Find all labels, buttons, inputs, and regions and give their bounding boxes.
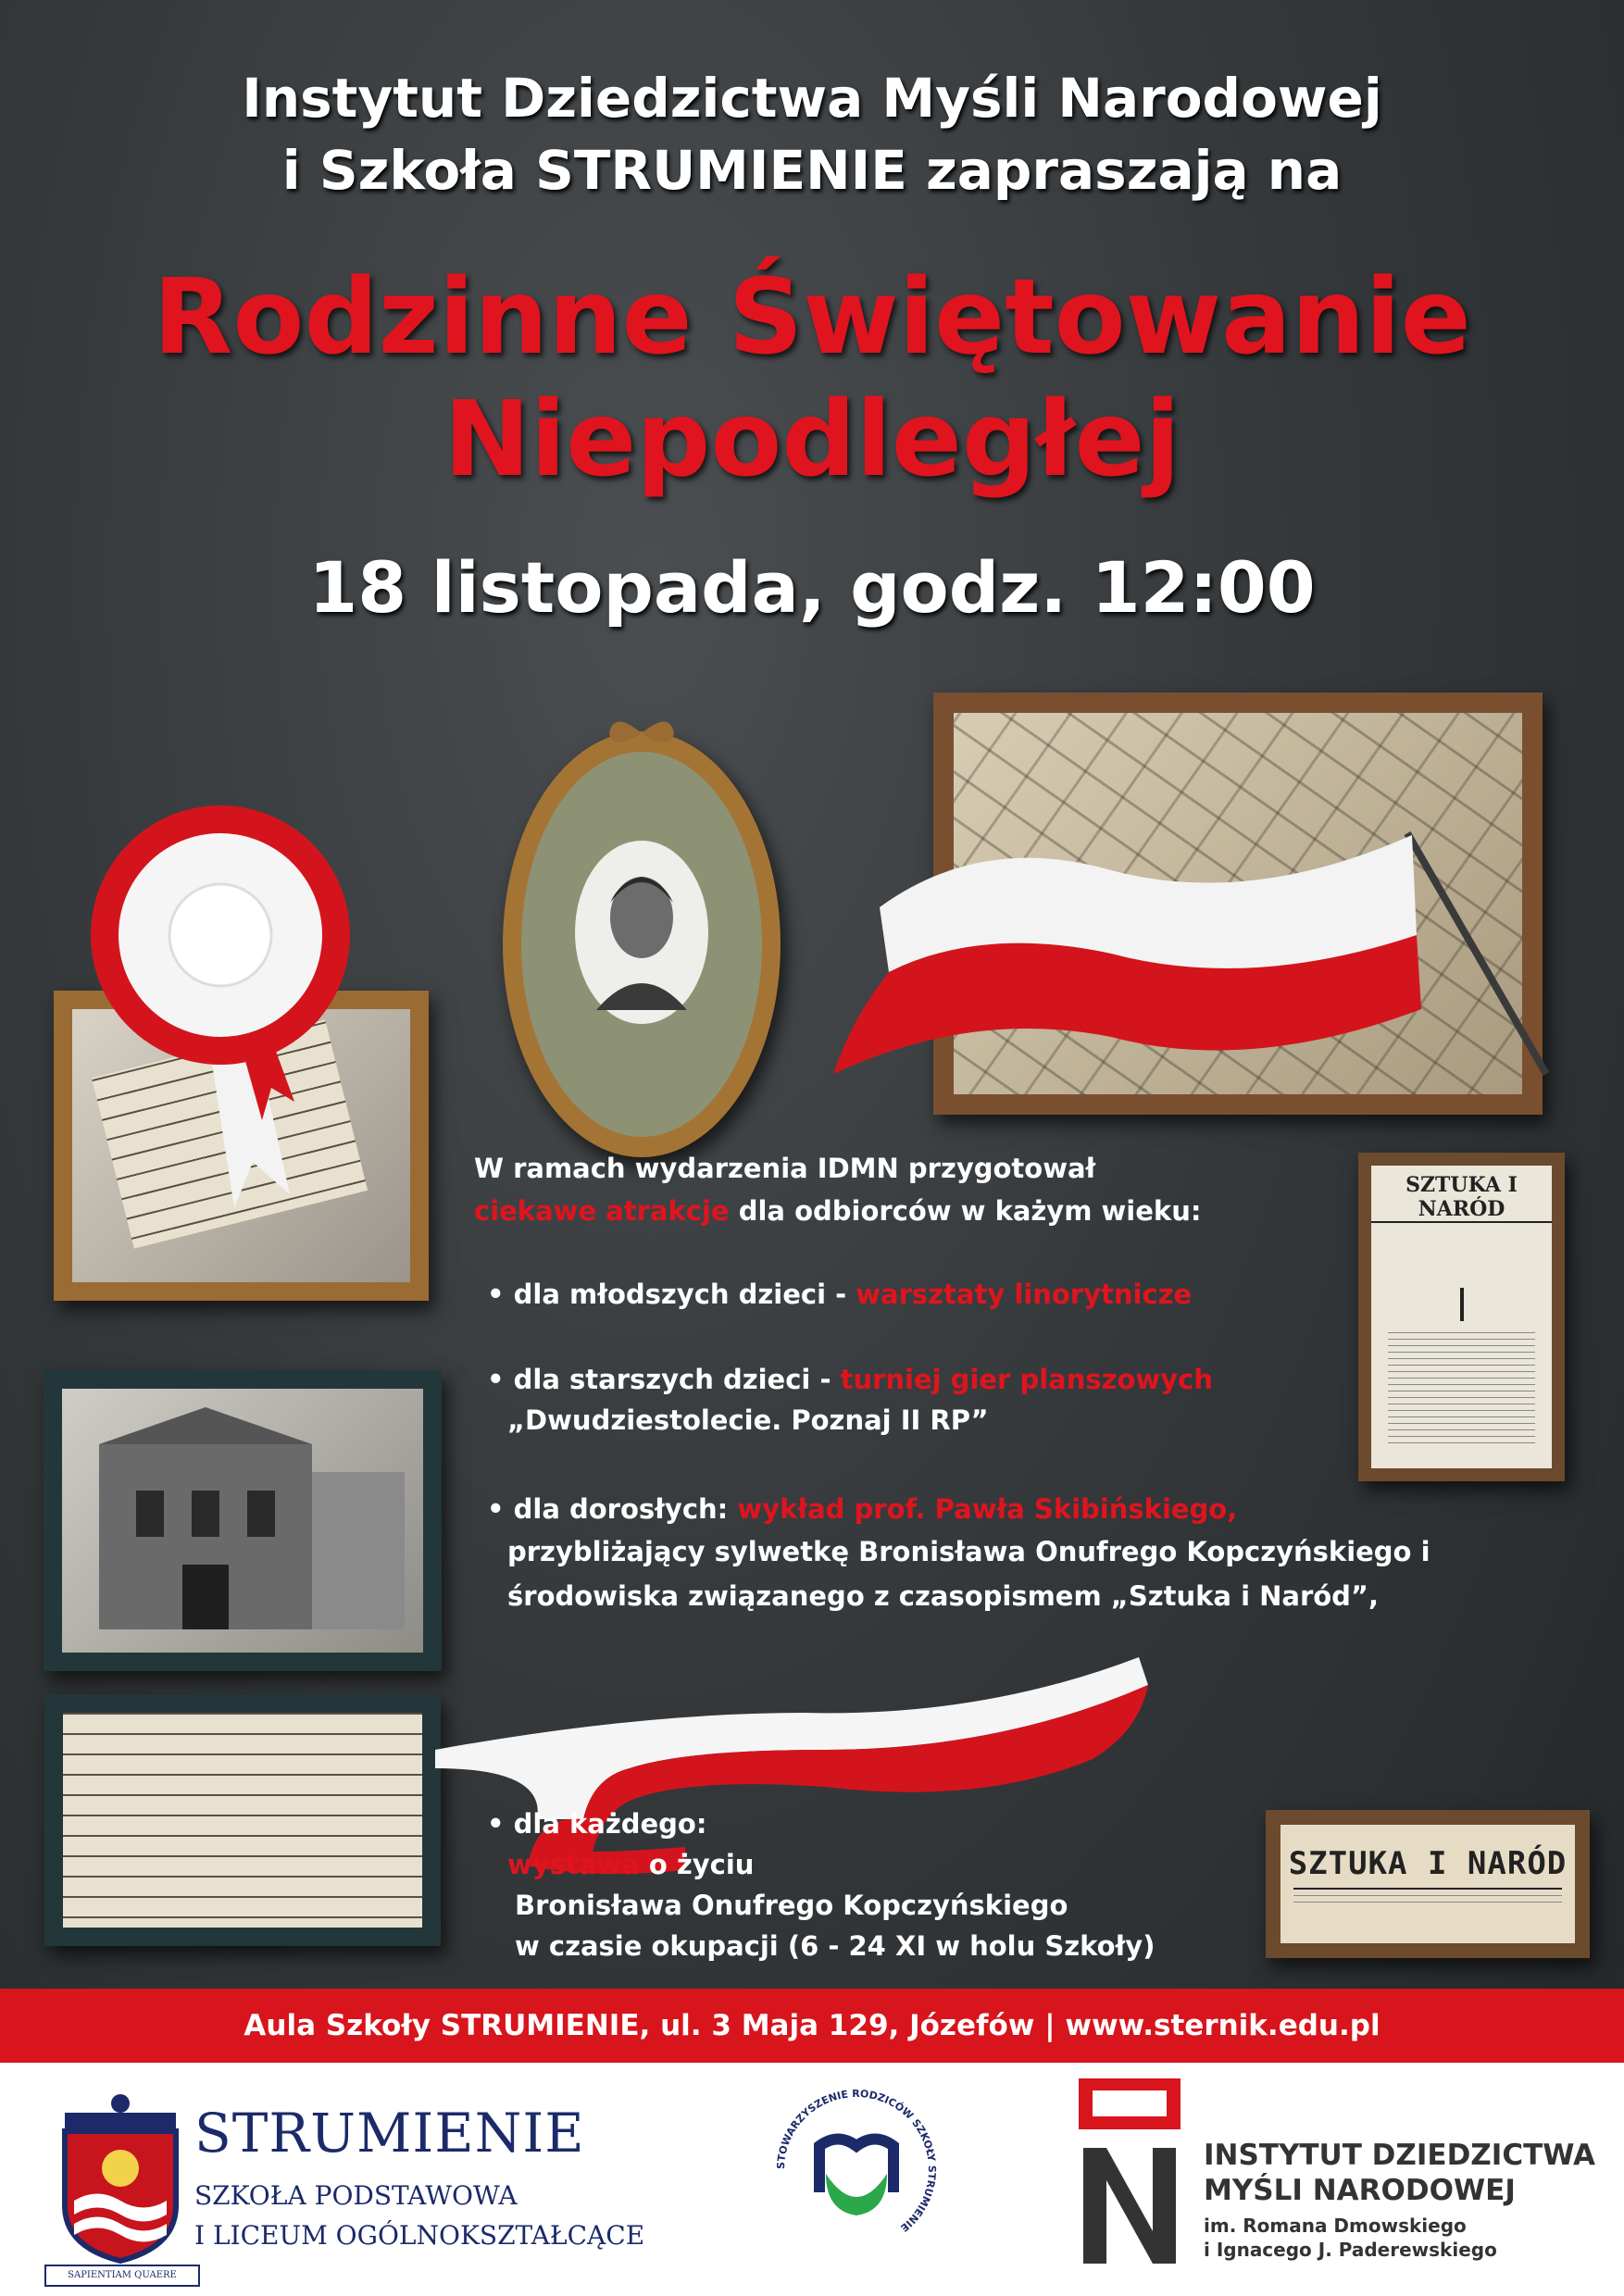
attractions-highlight: ciekawe atrakcje: [474, 1195, 730, 1227]
crest-motto: SAPIENTIAM QUAERE: [44, 2265, 200, 2287]
polish-flag-icon: [815, 796, 1555, 1092]
building-photo-frame: [44, 1370, 442, 1671]
event-title-line-2: Niepodległej: [443, 380, 1181, 500]
school-subtitle-1: SZKOŁA PODSTAWOWA: [194, 2180, 518, 2211]
exhibition-highlight: wystawa: [507, 1849, 640, 1880]
event-title-line-1: Rodzinne Świętowanie: [153, 257, 1471, 378]
program-item-adults-line-3: środowiska związanego z czasopismem „Sztuka i Naród”,: [507, 1580, 1380, 1612]
cockade-icon: [81, 796, 359, 1259]
idmn-patron-line-1: im. Romana Dmowskiego: [1204, 2215, 1467, 2237]
program-intro-line-1: W ramach wydarzenia IDMN przygotował: [474, 1153, 1096, 1184]
program-item-adults-line-2: przybliżający sylwetkę Bronisława Onufrego Kopczyńskiego i: [507, 1536, 1430, 1567]
portrait-icon: [589, 855, 694, 1010]
program-item-adults: • dla dorosłych: wykład prof. Pawła Skibińskiego,: [487, 1493, 1238, 1525]
program-item-everyone-line-3: Bronisława Onufrego Kopczyńskiego: [515, 1890, 1068, 1921]
building-icon: [62, 1389, 423, 1653]
program-item-older-children: • dla starszych dzieci - turniej gier planszowych: [487, 1364, 1213, 1395]
newspaper-small-frame: [1266, 1810, 1590, 1958]
association-name: STOWARZYSZENIE RODZICÓW SZKOŁY STRUMIENIE: [774, 2087, 939, 2235]
program-item-everyone-line-4: w czasie okupacji (6 - 24 XI w holu Szkoły): [515, 1930, 1156, 1962]
idmn-name-line-1: INSTYTUT DZIEDZICTWA: [1204, 2139, 1596, 2172]
intro-line-2: i Szkoła STRUMIENIE zapraszają na: [281, 139, 1343, 202]
event-datetime: 18 listopada, godz. 12:00: [308, 546, 1316, 629]
idmn-logo-icon: [1074, 2074, 1185, 2268]
lecture-highlight: wykład prof. Pawła Skibińskiego,: [737, 1493, 1238, 1525]
music-score-frame: [44, 1694, 441, 1946]
school-crest-icon: [56, 2094, 185, 2265]
school-subtitle-2: I LICEUM OGÓLNOKSZTAŁCĄCE: [194, 2220, 645, 2251]
idmn-name-line-2: MYŚLI NARODOWEJ: [1204, 2174, 1516, 2207]
program-intro-line-2: ciekawe atrakcje dla odbiorców w każym wieku:: [474, 1195, 1202, 1227]
linocut-workshop-highlight: warsztaty linorytnicze: [856, 1279, 1193, 1310]
parents-association-logo-icon: [768, 2081, 944, 2257]
address-bar: Aula Szkoły STRUMIENIE, ul. 3 Maja 129, Józefów | www.sternik.edu.pl: [0, 1989, 1624, 2063]
program-item-everyone: • dla każdego:: [487, 1808, 707, 1840]
program-item-everyone-line-2: wystawa o życiu: [507, 1849, 755, 1880]
newspaper-title: SZTUKA I NARÓD: [1371, 1173, 1552, 1223]
bow-ornament-icon: [605, 715, 679, 752]
board-game-tournament-highlight: turniej gier planszowych: [840, 1364, 1213, 1395]
newspaper-small-title: SZTUKA I NARÓD: [1288, 1845, 1568, 1882]
oval-portrait-frame: [503, 731, 781, 1157]
idmn-patron-line-2: i Ignacego J. Paderewskiego: [1204, 2239, 1497, 2261]
intro-line-1: Instytut Dziedzictwa Myśli Narodowej: [242, 67, 1382, 130]
program-item-older-children-line-2: „Dwudziestolecie. Poznaj II RP”: [507, 1404, 989, 1436]
school-name: STRUMIENIE: [194, 2102, 585, 2165]
newspaper-frame: [1358, 1153, 1565, 1481]
program-item-young-children: • dla młodszych dzieci - warsztaty linorytnicze: [487, 1279, 1193, 1310]
